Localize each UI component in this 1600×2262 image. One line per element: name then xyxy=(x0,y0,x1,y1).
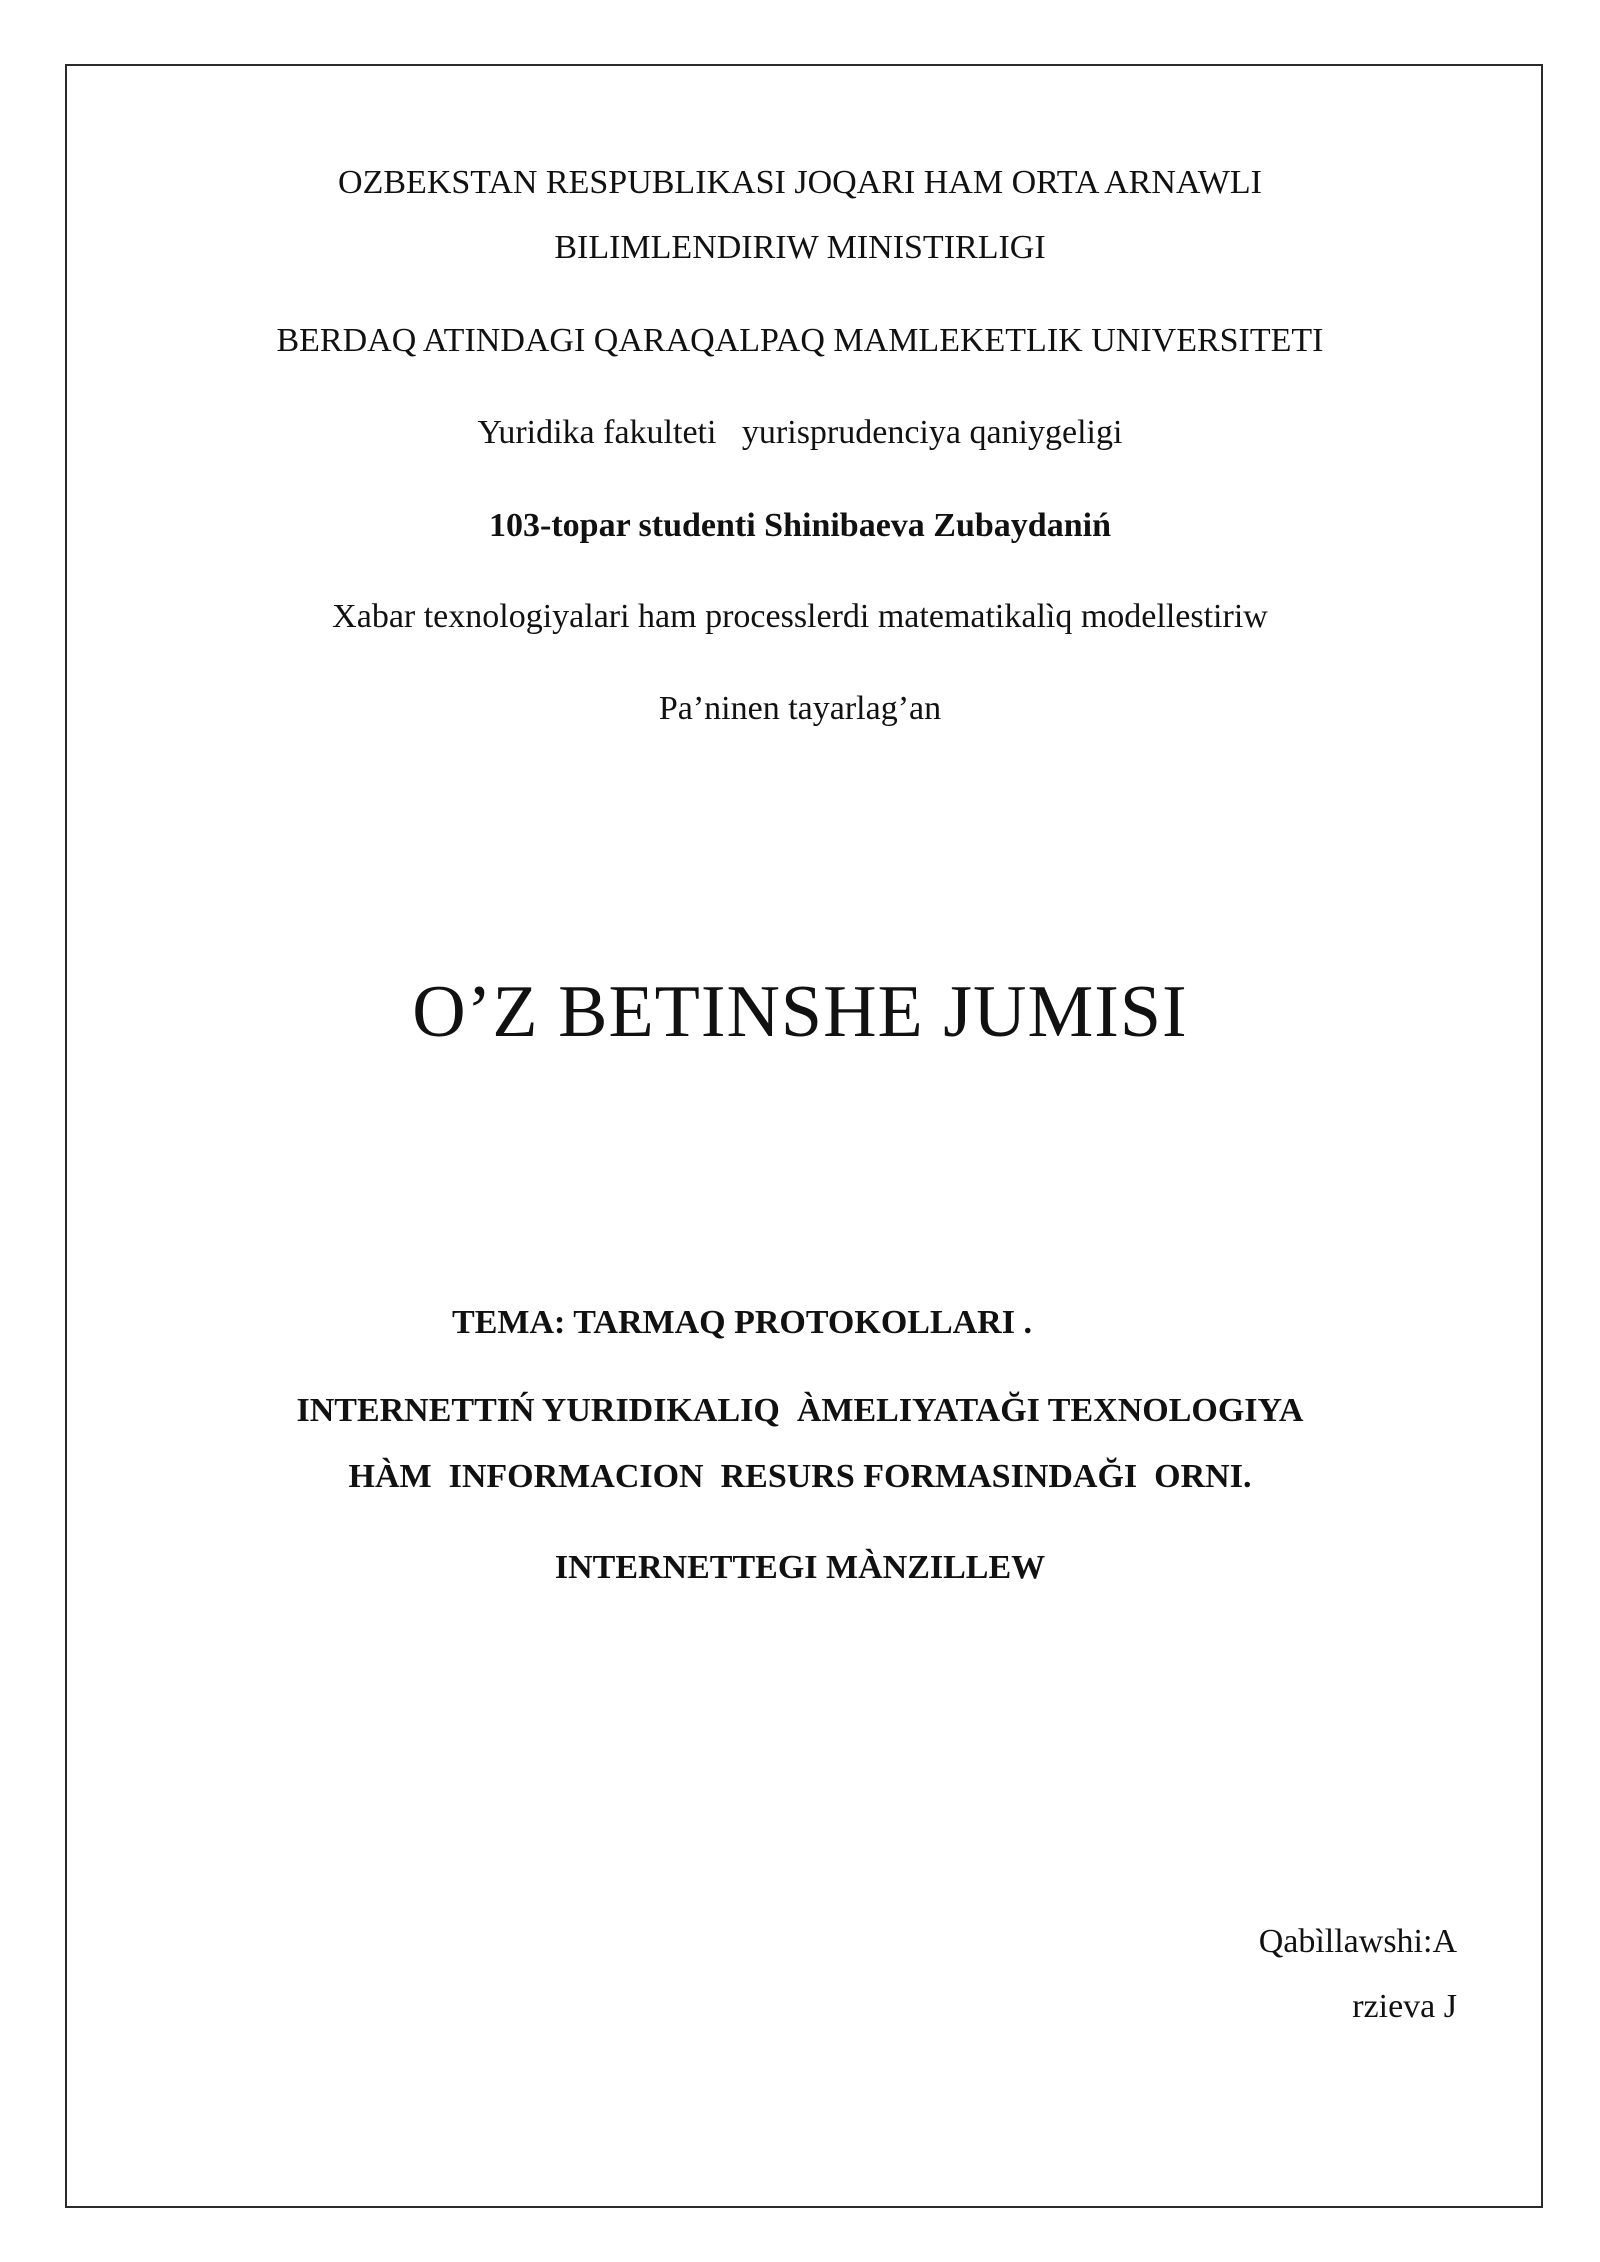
prepared-line: Pa’ninen tayarlag’an xyxy=(658,690,942,727)
student-line: 103-topar studenti Shinibaeva Zubaydaniń xyxy=(489,507,1111,544)
subject-line: Xabar texnologiyalari ham processlerdi matematikalìq modellestiriw xyxy=(332,598,1268,635)
faculty-line: Yuridika fakulteti yurisprudenciya qaniygeligi xyxy=(477,414,1123,451)
ministry-line-1: OZBEKSTAN RESPUBLIKASI JOQARI HAM ORTA ARNAWLI xyxy=(338,164,1262,201)
topic-line-2: INTERNETTIŃ YURIDIKALIQ ÀMELIYATAĞI TEXNOLOGIYA xyxy=(296,1392,1304,1429)
topic-line-1: TEMA: TARMAQ PROTOKOLLARI . xyxy=(452,1304,1032,1341)
acceptor-line-2: rzieva J xyxy=(1352,1988,1457,2025)
university-name: BERDAQ ATINDAGI QARAQALPAQ MAMLEKETLIK UNIVERSITETI xyxy=(276,322,1324,359)
page-border xyxy=(65,64,1543,2208)
topic-line-3: HÀM INFORMACION RESURS FORMASINDAĞI ORNI. xyxy=(348,1458,1252,1495)
acceptor-line-1: Qabìllawshi:A xyxy=(1258,1923,1457,1960)
topic-line-4: INTERNETTEGI MÀNZILLEW xyxy=(554,1549,1046,1586)
ministry-line-2: BILIMLENDIRIW MINISTIRLIGI xyxy=(554,229,1046,266)
document-title: O’Z BETINSHE JUMISI xyxy=(412,971,1188,1053)
